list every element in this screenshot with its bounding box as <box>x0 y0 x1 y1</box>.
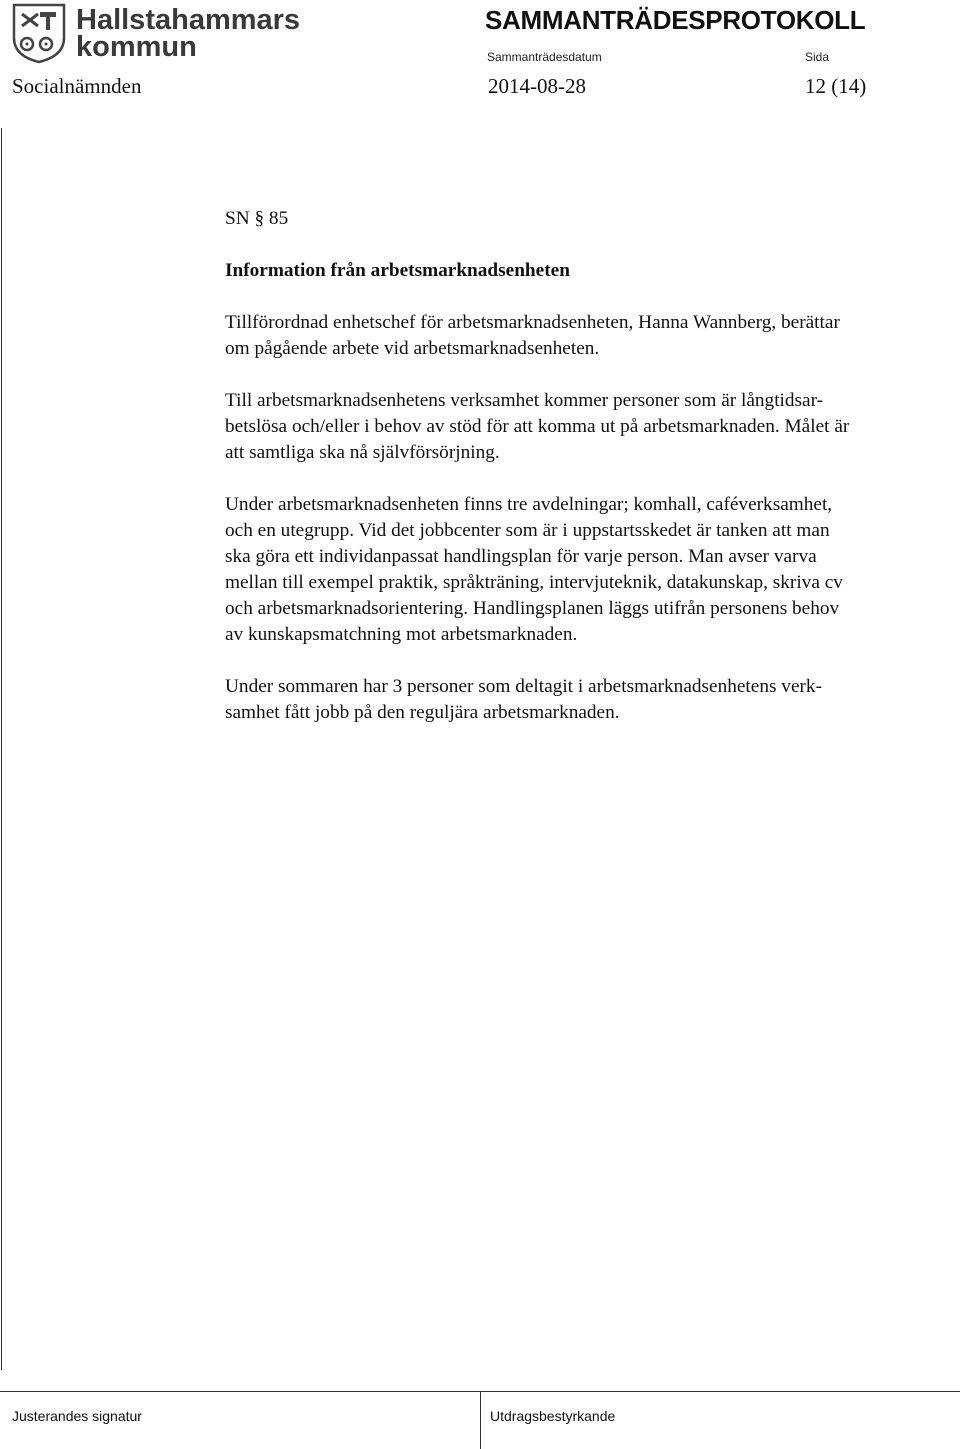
committee-name: Socialnämnden <box>12 74 142 98</box>
text-line: och en utegrupp. Vid det jobbcenter som är i uppstartsskedet är tanken att man <box>225 520 830 541</box>
text-line: Tillförordnad enhetschef för arbetsmarknadsenheten, Hanna Wannberg, berättar <box>225 312 840 333</box>
logo-name-line2: kommun <box>76 31 197 63</box>
date-label: Sammanträdesdatum <box>487 50 602 64</box>
text-line: samhet fått jobb på den reguljära arbetsmarknaden. <box>225 702 620 723</box>
body-paragraph-1 <box>225 310 945 362</box>
body-paragraph-2 <box>225 388 945 466</box>
text-line: betslösa och/eller i behov av stöd för att komma ut på arbetsmarknaden. Målet är <box>225 416 850 437</box>
left-frame-line <box>1 128 2 1370</box>
body-paragraph-4 <box>225 674 945 726</box>
text-line: Under arbetsmarknadsenheten finns tre avdelningar; komhall, caféverksamhet, <box>225 494 833 515</box>
text-line: Under sommaren har 3 personer som deltagit i arbetsmarknadsenhetens verk- <box>225 676 822 697</box>
page-label: Sida <box>805 50 830 64</box>
minutes-body <box>225 206 945 752</box>
text-line: av kunskapsmatchning mot arbetsmarknaden. <box>225 624 578 645</box>
coat-of-arms-icon <box>10 2 68 64</box>
meeting-date: 2014-08-28 <box>488 74 586 98</box>
section-title: Information från arbetsmarknadsenheten <box>225 260 570 281</box>
text-line: om pågående arbete vid arbetsmarknadsenheten. <box>225 338 600 359</box>
text-line: Till arbetsmarknadsenhetens verksamhet kommer personer som är långtidsar- <box>225 390 824 411</box>
text-line: mellan till exempel praktik, språkträning, intervjuteknik, datakunskap, skriva cv <box>225 572 843 593</box>
logo-name-line1: Hallstahammars <box>76 4 301 36</box>
text-line: att samtliga ska nå självförsörjning. <box>225 442 500 463</box>
signature-label: Justerandes signatur <box>12 1408 142 1424</box>
body-paragraph-3 <box>225 492 945 648</box>
footer-column-divider <box>480 1391 481 1449</box>
municipality-logo <box>10 2 301 64</box>
document-type-title: SAMMANTRÄDESPROTOKOLL <box>485 5 866 35</box>
extract-certification-label: Utdragsbestyrkande <box>490 1408 616 1424</box>
text-line: ska göra ett individanpassat handlingsplan för varje person. Man avser varva <box>225 546 817 567</box>
paragraph-reference: SN § 85 <box>225 208 289 229</box>
text-line: och arbetsmarknadsorientering. Handlingsplanen läggs utifrån personens behov <box>225 598 840 619</box>
page-number: 12 (14) <box>805 74 867 98</box>
